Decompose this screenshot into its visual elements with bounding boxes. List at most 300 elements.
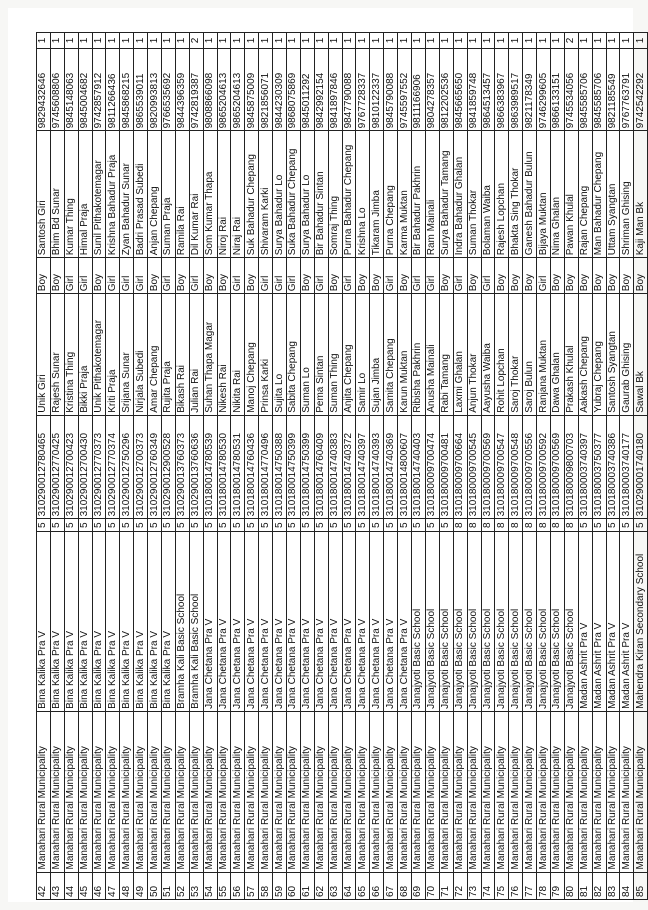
serial-number-cell: 57: [245, 872, 259, 899]
gender-cell: Boy: [634, 258, 648, 294]
grade-cell: 5: [634, 519, 648, 532]
table-row: [162, 33, 176, 900]
serial-number-cell: 76: [509, 872, 523, 899]
grade-cell: 8: [564, 519, 578, 532]
phone-cell: 9742542292: [634, 48, 648, 130]
gender-cell: Girl: [412, 258, 426, 294]
count-cell: 1: [259, 33, 273, 49]
student-name-cell: Unik Giri: [37, 294, 51, 416]
serial-number-cell: 45: [78, 872, 92, 899]
gender-cell: Girl: [120, 258, 134, 294]
grade-cell: 5: [398, 519, 412, 532]
student-name-cell: Santosh Syangtan: [606, 294, 620, 416]
school-cell: Mahendra Kiran Secondary School: [634, 532, 648, 712]
serial-number-cell: 70: [425, 872, 439, 899]
student-name-cell: Sujan Jimba: [370, 294, 384, 416]
phone-cell: 9845148063: [64, 48, 78, 130]
gender-cell: Boy: [328, 258, 342, 294]
count-cell: 1: [356, 33, 370, 49]
phone-cell: 9845011292: [300, 48, 314, 130]
student-name-cell: Bikash Rai: [175, 294, 189, 416]
table-row: [384, 33, 398, 900]
count-cell: 1: [217, 33, 231, 49]
student-id-cell: 310180014770496: [259, 415, 273, 519]
grade-cell: 5: [592, 519, 606, 532]
count-cell: 2: [564, 33, 578, 49]
school-cell: Janajyoti Basic School: [425, 532, 439, 712]
phone-cell: 9742857912: [92, 48, 106, 130]
parent-name-cell: Niroj Rai: [217, 131, 231, 258]
phone-cell: 9844396359: [175, 48, 189, 130]
count-cell: 1: [273, 33, 287, 49]
phone-cell: 9767763791: [620, 48, 634, 130]
student-id-cell: 310290012900528: [162, 415, 176, 519]
parent-name-cell: Santosh Giri: [37, 131, 51, 258]
parent-name-cell: Bir Bahadur Pakhrin: [412, 131, 426, 258]
student-name-cell: Samir Lo: [356, 294, 370, 416]
parent-name-cell: Bir Bahadur Sintan: [314, 131, 328, 258]
scanned-page: [8, 8, 646, 902]
count-cell: 1: [162, 33, 176, 49]
count-cell: 1: [592, 33, 606, 49]
parent-name-cell: Bhim Bd Sunar: [50, 131, 64, 258]
school-cell: Jana Chetana Pra V: [245, 532, 259, 712]
table-row: [634, 33, 648, 900]
student-name-cell: Suman Thing: [328, 294, 342, 416]
grade-cell: 5: [259, 519, 273, 532]
student-id-cell: 310290012780465: [37, 415, 51, 519]
student-table: [36, 32, 648, 900]
phone-cell: 9865204613: [231, 48, 245, 130]
student-id-cell: 310180014740383: [328, 415, 342, 519]
municipality-cell: Manahari Rural Municipality: [509, 711, 523, 872]
gender-cell: Girl: [189, 258, 203, 294]
student-name-cell: Manoj Chepang: [245, 294, 259, 416]
gender-cell: Boy: [495, 258, 509, 294]
phone-cell: 9845875009: [245, 48, 259, 130]
student-name-cell: Prakash Khulal: [564, 294, 578, 416]
student-id-cell: 310180014750399: [287, 415, 301, 519]
student-id-cell: 310180003740386: [606, 415, 620, 519]
school-cell: Jana Chetana Pra V: [342, 532, 356, 712]
school-cell: Jana Chetana Pra V: [259, 532, 273, 712]
parent-name-cell: Dil Kumar Rai: [189, 131, 203, 258]
school-cell: Bina Kalika Pra V: [50, 532, 64, 712]
serial-number-cell: 71: [439, 872, 453, 899]
student-id-cell: 310180014740403: [412, 415, 426, 519]
count-cell: 1: [37, 33, 51, 49]
gender-cell: Girl: [64, 258, 78, 294]
parent-name-cell: Rajesh Lopchan: [495, 131, 509, 258]
count-cell: 1: [537, 33, 551, 49]
school-cell: Jana Chetana Pra V: [314, 532, 328, 712]
phone-cell: 9868075869: [287, 48, 301, 130]
count-cell: 1: [439, 33, 453, 49]
student-name-cell: Sawal Bk: [634, 294, 648, 416]
municipality-cell: Manahari Rural Municipality: [189, 711, 203, 872]
table-row: [425, 33, 439, 900]
student-name-cell: Pema Sintan: [314, 294, 328, 416]
table-row: [439, 33, 453, 900]
serial-number-cell: 59: [273, 872, 287, 899]
count-cell: 1: [550, 33, 564, 49]
municipality-cell: Manahari Rural Municipality: [453, 711, 467, 872]
grade-cell: 5: [606, 519, 620, 532]
count-cell: 1: [148, 33, 162, 49]
student-id-cell: 310180014780531: [231, 415, 245, 519]
parent-name-cell: Tikaram Jimba: [370, 131, 384, 258]
table-row: [273, 33, 287, 900]
parent-name-cell: Zyan Bahadur Sunar: [120, 131, 134, 258]
parent-name-cell: Suman Thokar: [467, 131, 481, 258]
student-id-cell: 310180009700592: [537, 415, 551, 519]
student-name-cell: Sujita Lo: [273, 294, 287, 416]
municipality-cell: Manahari Rural Municipality: [384, 711, 398, 872]
school-cell: Janajyoti Basic School: [412, 532, 426, 712]
student-name-cell: Anjita Chepang: [342, 294, 356, 416]
school-cell: Bina Kalika Pra V: [37, 532, 51, 712]
gender-cell: Girl: [537, 258, 551, 294]
serial-number-cell: 83: [606, 872, 620, 899]
school-cell: Bina Kalika Pra V: [106, 532, 120, 712]
count-cell: 1: [620, 33, 634, 49]
serial-number-cell: 78: [537, 872, 551, 899]
count-cell: 2: [189, 33, 203, 49]
parent-name-cell: Shriman Ghising: [620, 131, 634, 258]
student-name-cell: Ranjana Muktan: [537, 294, 551, 416]
phone-cell: 9745608806: [50, 48, 64, 130]
gender-cell: Girl: [425, 258, 439, 294]
student-id-cell: 310290013760373: [175, 415, 189, 519]
grade-cell: 5: [106, 519, 120, 532]
serial-number-cell: 75: [495, 872, 509, 899]
student-id-cell: 310180014780539: [203, 415, 217, 519]
count-cell: 1: [384, 33, 398, 49]
student-id-cell: 310180014740397: [356, 415, 370, 519]
municipality-cell: Manahari Rural Municipality: [606, 711, 620, 872]
table-row: [592, 33, 606, 900]
serial-number-cell: 68: [398, 872, 412, 899]
student-id-cell: 310180003740177: [620, 415, 634, 519]
student-id-cell: 310290012770425: [50, 415, 64, 519]
table-row: [523, 33, 537, 900]
municipality-cell: Manahari Rural Municipality: [259, 711, 273, 872]
phone-cell: 9745597552: [398, 48, 412, 130]
phone-cell: 9810122337: [370, 48, 384, 130]
gender-cell: Boy: [245, 258, 259, 294]
municipality-cell: Manahari Rural Municipality: [467, 711, 481, 872]
school-cell: Janajyoti Basic School: [467, 532, 481, 712]
student-id-cell: 310180009700569: [550, 415, 564, 519]
grade-cell: 5: [620, 519, 634, 532]
grade-cell: 5: [384, 519, 398, 532]
phone-cell: 9841859748: [467, 48, 481, 130]
phone-cell: 9804278357: [425, 48, 439, 130]
serial-number-cell: 74: [481, 872, 495, 899]
table-row: [300, 33, 314, 900]
grade-cell: 8: [453, 519, 467, 532]
gender-cell: Boy: [370, 258, 384, 294]
count-cell: 1: [50, 33, 64, 49]
school-cell: Bramha Kali Basic School: [189, 532, 203, 712]
municipality-cell: Manahari Rural Municipality: [481, 711, 495, 872]
gender-cell: Boy: [300, 258, 314, 294]
table-row: [259, 33, 273, 900]
school-cell: Janajyoti Basic School: [550, 532, 564, 712]
school-cell: Bina Kalika Pra V: [78, 532, 92, 712]
serial-number-cell: 55: [217, 872, 231, 899]
student-name-cell: Ribisha Pakhrin: [412, 294, 426, 416]
grade-cell: 5: [300, 519, 314, 532]
grade-cell: 8: [481, 519, 495, 532]
student-id-cell: 310180014760409: [314, 415, 328, 519]
phone-cell: 9866133151: [550, 48, 564, 130]
municipality-cell: Manahari Rural Municipality: [106, 711, 120, 872]
count-cell: 1: [467, 33, 481, 49]
school-cell: Janajyoti Basic School: [495, 532, 509, 712]
serial-number-cell: 42: [37, 872, 51, 899]
serial-number-cell: 81: [578, 872, 592, 899]
municipality-cell: Manahari Rural Municipality: [314, 711, 328, 872]
table-row: [328, 33, 342, 900]
parent-name-cell: Anjan Chepang: [148, 131, 162, 258]
student-name-cell: Rabi Tamang: [439, 294, 453, 416]
municipality-cell: Manahari Rural Municipality: [620, 711, 634, 872]
school-cell: Jana Chetana Pra V: [328, 532, 342, 712]
serial-number-cell: 79: [550, 872, 564, 899]
student-name-cell: Aakash Chepang: [578, 294, 592, 416]
table-row: [134, 33, 148, 900]
parent-name-cell: Karma Muktan: [398, 131, 412, 258]
school-cell: Jana Chetana Pra V: [370, 532, 384, 712]
municipality-cell: Manahari Rural Municipality: [162, 711, 176, 872]
table-row: [231, 33, 245, 900]
gender-cell: Girl: [314, 258, 328, 294]
gender-cell: Boy: [606, 258, 620, 294]
municipality-cell: Manahari Rural Municipality: [245, 711, 259, 872]
gender-cell: Boy: [37, 258, 51, 294]
student-id-cell: 310180009700545: [467, 415, 481, 519]
phone-cell: 9821185549: [606, 48, 620, 130]
municipality-cell: Manahari Rural Municipality: [273, 711, 287, 872]
school-cell: Bina Kalika Pra V: [120, 532, 134, 712]
grade-cell: 5: [370, 519, 384, 532]
phone-cell: 9746299605: [537, 48, 551, 130]
count-cell: 1: [328, 33, 342, 49]
grade-cell: 5: [273, 519, 287, 532]
table-row: [217, 33, 231, 900]
grade-cell: 5: [328, 519, 342, 532]
table-row: [453, 33, 467, 900]
student-id-cell: 310180009700548: [509, 415, 523, 519]
count-cell: 1: [314, 33, 328, 49]
phone-cell: 9845665650: [453, 48, 467, 130]
parent-name-cell: Nima Ghalan: [550, 131, 564, 258]
school-cell: Janajyoti Basic School: [481, 532, 495, 712]
municipality-cell: Manahari Rural Municipality: [495, 711, 509, 872]
student-name-cell: Samita Chepang: [384, 294, 398, 416]
gender-cell: Girl: [231, 258, 245, 294]
municipality-cell: Manahari Rural Municipality: [342, 711, 356, 872]
table-body: [37, 33, 648, 900]
gender-cell: Boy: [92, 258, 106, 294]
student-id-cell: 310180009700664: [453, 415, 467, 519]
grade-cell: 5: [356, 519, 370, 532]
grade-cell: 5: [134, 519, 148, 532]
table-row: [50, 33, 64, 900]
school-cell: Madan Ashrit Pra V: [592, 532, 606, 712]
grade-cell: 5: [148, 519, 162, 532]
municipality-cell: Manahari Rural Municipality: [231, 711, 245, 872]
phone-cell: 9863989517: [509, 48, 523, 130]
gender-cell: Girl: [453, 258, 467, 294]
gender-cell: Boy: [592, 258, 606, 294]
serial-number-cell: 82: [592, 872, 606, 899]
table-row: [245, 33, 259, 900]
phone-cell: 9864513457: [481, 48, 495, 130]
phone-cell: 9829432646: [37, 48, 51, 130]
gender-cell: Girl: [384, 258, 398, 294]
student-id-cell: 310290012700423: [64, 415, 78, 519]
phone-cell: 9808866098: [203, 48, 217, 130]
school-cell: Bina Kalika Pra V: [134, 532, 148, 712]
count-cell: 1: [342, 33, 356, 49]
table-row: [370, 33, 384, 900]
parent-name-cell: Bhakta Sing Thokar: [509, 131, 523, 258]
parent-name-cell: Bijaya Muktan: [537, 131, 551, 258]
municipality-cell: Manahari Rural Municipality: [134, 711, 148, 872]
student-name-cell: Aayusha Waiba: [481, 294, 495, 416]
phone-cell: 9845868215: [120, 48, 134, 130]
count-cell: 1: [120, 33, 134, 49]
gender-cell: Boy: [175, 258, 189, 294]
student-name-cell: Suhan Thapa Magar: [203, 294, 217, 416]
parent-name-cell: Surya Bahadur Tamang: [439, 131, 453, 258]
grade-cell: 5: [245, 519, 259, 532]
serial-number-cell: 64: [342, 872, 356, 899]
gender-cell: Girl: [259, 258, 273, 294]
grade-cell: 5: [314, 519, 328, 532]
count-cell: 1: [509, 33, 523, 49]
gender-cell: Boy: [620, 258, 634, 294]
gender-cell: Girl: [342, 258, 356, 294]
phone-cell: 9821856071: [259, 48, 273, 130]
student-id-cell: 310180014750388: [273, 415, 287, 519]
school-cell: Janajyoti Basic School: [453, 532, 467, 712]
phone-cell: 9845790088: [384, 48, 398, 130]
table-row: [578, 33, 592, 900]
student-name-cell: Yubraj Chepang: [592, 294, 606, 416]
municipality-cell: Manahari Rural Municipality: [398, 711, 412, 872]
parent-name-cell: Somraj Thing: [328, 131, 342, 258]
grade-cell: 5: [64, 519, 78, 532]
municipality-cell: Manahari Rural Municipality: [203, 711, 217, 872]
student-id-cell: 310180014740369: [384, 415, 398, 519]
student-name-cell: Nikesh Rai: [217, 294, 231, 416]
gender-cell: Girl: [481, 258, 495, 294]
serial-number-cell: 54: [203, 872, 217, 899]
municipality-cell: Manahari Rural Municipality: [37, 711, 51, 872]
student-id-cell: 310180003750377: [592, 415, 606, 519]
school-cell: Jana Chetana Pra V: [300, 532, 314, 712]
count-cell: 1: [634, 33, 648, 49]
serial-number-cell: 69: [412, 872, 426, 899]
count-cell: 1: [481, 33, 495, 49]
gender-cell: Girl: [134, 258, 148, 294]
grade-cell: 5: [78, 519, 92, 532]
student-id-cell: 310290013760636: [189, 415, 203, 519]
municipality-cell: Manahari Rural Municipality: [523, 711, 537, 872]
serial-number-cell: 80: [564, 872, 578, 899]
grade-cell: 5: [578, 519, 592, 532]
table-row: [564, 33, 578, 900]
parent-name-cell: Indra Bahadur Ghalan: [453, 131, 467, 258]
serial-number-cell: 85: [634, 872, 648, 899]
gender-cell: Boy: [50, 258, 64, 294]
grade-cell: 5: [203, 519, 217, 532]
school-cell: Jana Chetana Pra V: [203, 532, 217, 712]
parent-name-cell: Niraj Rai: [231, 131, 245, 258]
serial-number-cell: 50: [148, 872, 162, 899]
phone-cell: 9845585706: [578, 48, 592, 130]
count-cell: 1: [606, 33, 620, 49]
school-cell: Janajyoti Basic School: [439, 532, 453, 712]
municipality-cell: Manahari Rural Municipality: [300, 711, 314, 872]
student-id-cell: 310290012760349: [148, 415, 162, 519]
grade-cell: 5: [425, 519, 439, 532]
parent-name-cell: Ramila Rai: [175, 131, 189, 258]
table-row: [120, 33, 134, 900]
table-row: [620, 33, 634, 900]
grade-cell: 8: [550, 519, 564, 532]
phone-cell: 9811266436: [106, 48, 120, 130]
phone-cell: 9845585706: [592, 48, 606, 130]
student-id-cell: 310180014760436: [245, 415, 259, 519]
student-name-cell: Srijana Sunar: [120, 294, 134, 416]
grade-cell: 8: [467, 519, 481, 532]
student-id-cell: 310180014740393: [370, 415, 384, 519]
parent-name-cell: Badri Prasad Subedi: [134, 131, 148, 258]
phone-cell: 9842992154: [314, 48, 328, 130]
parent-name-cell: Man Bahadur Chepang: [592, 131, 606, 258]
parent-name-cell: Ram Mainali: [425, 131, 439, 258]
count-cell: 1: [245, 33, 259, 49]
parent-name-cell: Kaji Man Bk: [634, 131, 648, 258]
parent-name-cell: Krishna Bahadur Praja: [106, 131, 120, 258]
municipality-cell: Manahari Rural Municipality: [328, 711, 342, 872]
serial-number-cell: 48: [120, 872, 134, 899]
grade-cell: 8: [509, 519, 523, 532]
parent-name-cell: Ganesh Bahadur Bulun: [523, 131, 537, 258]
grade-cell: 5: [120, 519, 134, 532]
count-cell: 1: [412, 33, 426, 49]
serial-number-cell: 65: [356, 872, 370, 899]
student-id-cell: 310290012750296: [120, 415, 134, 519]
serial-number-cell: 67: [384, 872, 398, 899]
school-cell: Bina Kalika Pra V: [64, 532, 78, 712]
student-id-cell: 310290012700430: [78, 415, 92, 519]
municipality-cell: Manahari Rural Municipality: [64, 711, 78, 872]
student-name-cell: Rajesh Sunar: [50, 294, 64, 416]
phone-cell: 9767728337: [356, 48, 370, 130]
student-id-cell: 310290012770373: [92, 415, 106, 519]
municipality-cell: Manahari Rural Municipality: [217, 711, 231, 872]
student-name-cell: Julian Rai: [189, 294, 203, 416]
table-row: [203, 33, 217, 900]
school-cell: Janajyoti Basic School: [509, 532, 523, 712]
serial-number-cell: 61: [300, 872, 314, 899]
municipality-cell: Manahari Rural Municipality: [78, 711, 92, 872]
